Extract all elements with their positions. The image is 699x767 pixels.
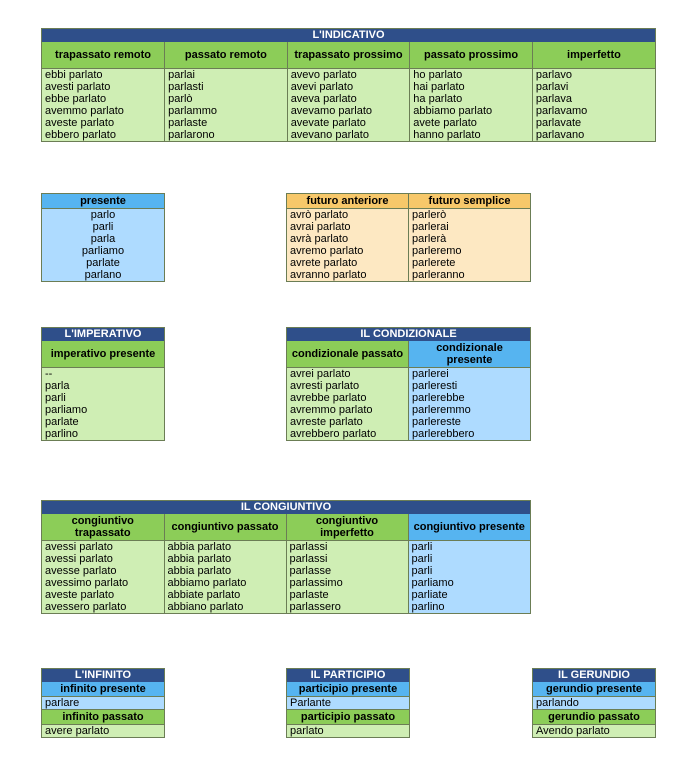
table-row [42, 233, 164, 245]
table-cell: parlavano [532, 129, 655, 141]
table-row [287, 221, 530, 233]
table-cell: parlerebbe [409, 392, 531, 404]
table-cell: parli [408, 565, 530, 577]
table-cell: abbiano parlato [164, 601, 286, 613]
infinito-passato-value: avere parlato [42, 725, 164, 738]
table-cell: avremmo parlato [287, 404, 409, 416]
table-cell: parlerebbero [409, 428, 531, 440]
futuro-table [286, 193, 531, 282]
col-header: futuro semplice [409, 194, 531, 209]
table-row [42, 105, 655, 117]
table-cell: parlerò [409, 209, 531, 222]
table-row [287, 380, 530, 392]
table-cell: hai parlato [410, 81, 533, 93]
congiuntivo-title: IL CONGIUNTIVO [42, 501, 530, 514]
infinito-presente-value: parlare [42, 697, 164, 710]
table-row [42, 392, 164, 404]
table-cell: avrei parlato [287, 368, 409, 381]
table-cell: avranno parlato [287, 269, 409, 281]
condizionale-title: IL CONDIZIONALE [287, 328, 530, 341]
table-cell: avevi parlato [287, 81, 410, 93]
table-cell: abbia parlato [164, 541, 286, 554]
table-cell: ebbero parlato [42, 129, 165, 141]
table-cell: aveste parlato [42, 117, 165, 129]
table-cell: parlerei [409, 368, 531, 381]
futuro-rows [287, 209, 530, 282]
infinito-table [41, 668, 165, 738]
table-cell: parliamo [42, 245, 164, 257]
table-cell: aveste parlato [42, 589, 164, 601]
participio-passato-header: participio passato [287, 710, 409, 725]
table-cell: parlarono [165, 129, 288, 141]
table-cell: aveva parlato [287, 93, 410, 105]
table-row [287, 245, 530, 257]
congiuntivo-rows [42, 541, 530, 614]
table-row [42, 404, 164, 416]
infinito-passato-header: infinito passato [42, 710, 164, 725]
participio-presente-header: participio presente [287, 682, 409, 697]
col-header: congiuntivo presente [408, 514, 530, 541]
presente-header: presente [42, 194, 164, 209]
table-cell: parlasse [286, 565, 408, 577]
table-cell: avrai parlato [287, 221, 409, 233]
table-cell: parlerai [409, 221, 531, 233]
table-row [287, 209, 530, 222]
table-cell: parli [408, 553, 530, 565]
table-cell: parlassimo [286, 577, 408, 589]
gerundio-passato-value: Avendo parlato [533, 725, 655, 738]
table-row [42, 553, 530, 565]
table-row [42, 93, 655, 105]
table-row [42, 81, 655, 93]
table-row [42, 245, 164, 257]
table-cell: parlerà [409, 233, 531, 245]
table-cell: parlino [42, 428, 164, 440]
table-cell: parlano [42, 269, 164, 281]
condizionale-rows [287, 368, 530, 441]
imperativo-rows [42, 368, 164, 441]
table-row [287, 257, 530, 269]
col-header: trapassato remoto [42, 42, 165, 69]
col-header: trapassato prossimo [287, 42, 410, 69]
congiuntivo-table [41, 500, 531, 614]
table-row [287, 404, 530, 416]
table-cell: avrebbero parlato [287, 428, 409, 440]
col-header: condizionale presente [409, 341, 531, 368]
col-header: congiuntivo trapassato [42, 514, 164, 541]
table-cell: parla [42, 233, 164, 245]
table-cell: avrete parlato [287, 257, 409, 269]
table-cell: avessero parlato [42, 601, 164, 613]
table-row [42, 257, 164, 269]
gerundio-title: IL GERUNDIO [533, 669, 655, 682]
table-cell: parlasti [165, 81, 288, 93]
table-cell: avessimo parlato [42, 577, 164, 589]
table-cell: parlavate [532, 117, 655, 129]
table-cell: parlavamo [532, 105, 655, 117]
table-cell: parlassi [286, 541, 408, 554]
table-cell: avemmo parlato [42, 105, 165, 117]
table-cell: parliamo [408, 577, 530, 589]
table-cell: parlavo [532, 69, 655, 82]
table-cell: parlava [532, 93, 655, 105]
col-header: passato prossimo [410, 42, 533, 69]
participio-passato-value: parlato [287, 725, 409, 738]
indicativo-title: L'INDICATIVO [42, 29, 655, 42]
table-cell: abbiate parlato [164, 589, 286, 601]
table-row [42, 221, 164, 233]
table-cell: abbiamo parlato [164, 577, 286, 589]
table-cell: avete parlato [410, 117, 533, 129]
col-header: congiuntivo imperfetto [286, 514, 408, 541]
table-row [42, 428, 164, 440]
infinito-presente-header: infinito presente [42, 682, 164, 697]
imperativo-title: L'IMPERATIVO [42, 328, 164, 341]
table-row [42, 69, 655, 82]
table-cell: avesse parlato [42, 565, 164, 577]
table-cell: parlo [42, 209, 164, 222]
col-header: condizionale passato [287, 341, 409, 368]
imperativo-header: imperativo presente [42, 341, 164, 368]
table-cell: avresti parlato [287, 380, 409, 392]
table-cell: parleremmo [409, 404, 531, 416]
table-cell: parlammo [165, 105, 288, 117]
gerundio-presente-header: gerundio presente [533, 682, 655, 697]
table-cell: avevate parlato [287, 117, 410, 129]
table-cell: abbia parlato [164, 565, 286, 577]
table-cell: parlereste [409, 416, 531, 428]
table-row [287, 368, 530, 381]
table-cell: parlassero [286, 601, 408, 613]
table-row [42, 416, 164, 428]
table-cell: parlino [408, 601, 530, 613]
col-header: futuro anteriore [287, 194, 409, 209]
table-cell: parlai [165, 69, 288, 82]
table-cell: parlate [42, 257, 164, 269]
col-header: congiuntivo passato [164, 514, 286, 541]
table-cell: abbiamo parlato [410, 105, 533, 117]
table-cell: parleranno [409, 269, 531, 281]
table-cell: avevano parlato [287, 129, 410, 141]
table-cell: parla [42, 380, 164, 392]
imperativo-table [41, 327, 165, 441]
table-cell: avesti parlato [42, 81, 165, 93]
table-cell: avessi parlato [42, 553, 164, 565]
col-header: passato remoto [165, 42, 288, 69]
table-cell: parleresti [409, 380, 531, 392]
table-cell: avremo parlato [287, 245, 409, 257]
table-row [42, 269, 164, 281]
table-row [42, 117, 655, 129]
table-row [42, 565, 530, 577]
table-cell: parlaste [165, 117, 288, 129]
table-row [42, 209, 164, 222]
table-row [42, 589, 530, 601]
presente-table [41, 193, 165, 282]
table-cell: parli [408, 541, 530, 554]
presente-rows [42, 209, 164, 282]
table-cell: parliamo [42, 404, 164, 416]
table-cell: ebbi parlato [42, 69, 165, 82]
participio-title: IL PARTICIPIO [287, 669, 409, 682]
table-cell: ebbe parlato [42, 93, 165, 105]
table-cell: parleremo [409, 245, 531, 257]
table-cell: -- [42, 368, 164, 381]
table-cell: avevamo parlato [287, 105, 410, 117]
participio-table [286, 668, 410, 738]
infinito-title: L'INFINITO [42, 669, 164, 682]
table-row [42, 577, 530, 589]
table-cell: avevo parlato [287, 69, 410, 82]
gerundio-passato-header: gerundio passato [533, 710, 655, 725]
table-cell: ho parlato [410, 69, 533, 82]
table-row [42, 380, 164, 392]
table-cell: parlassi [286, 553, 408, 565]
indicativo-rows [42, 69, 655, 142]
col-header: imperfetto [532, 42, 655, 69]
condizionale-table [286, 327, 531, 441]
table-row [287, 428, 530, 440]
table-row [287, 233, 530, 245]
table-cell: avrebbe parlato [287, 392, 409, 404]
table-row [42, 541, 530, 554]
table-row [287, 392, 530, 404]
table-cell: avrò parlato [287, 209, 409, 222]
table-row [42, 129, 655, 141]
table-cell: parlò [165, 93, 288, 105]
table-cell: ha parlato [410, 93, 533, 105]
table-cell: parli [42, 221, 164, 233]
table-row [42, 601, 530, 613]
table-cell: parlavi [532, 81, 655, 93]
table-cell: parlate [42, 416, 164, 428]
table-cell: avreste parlato [287, 416, 409, 428]
table-row [42, 368, 164, 381]
table-cell: parlerete [409, 257, 531, 269]
table-cell: parliate [408, 589, 530, 601]
table-cell: avrà parlato [287, 233, 409, 245]
table-cell: parli [42, 392, 164, 404]
table-row [287, 269, 530, 281]
indicativo-table [41, 28, 656, 142]
table-cell: avessi parlato [42, 541, 164, 554]
table-cell: parlaste [286, 589, 408, 601]
gerundio-presente-value: parlando [533, 697, 655, 710]
table-cell: abbia parlato [164, 553, 286, 565]
table-row [287, 416, 530, 428]
table-cell: hanno parlato [410, 129, 533, 141]
gerundio-table [532, 668, 656, 738]
participio-presente-value: Parlante [287, 697, 409, 710]
